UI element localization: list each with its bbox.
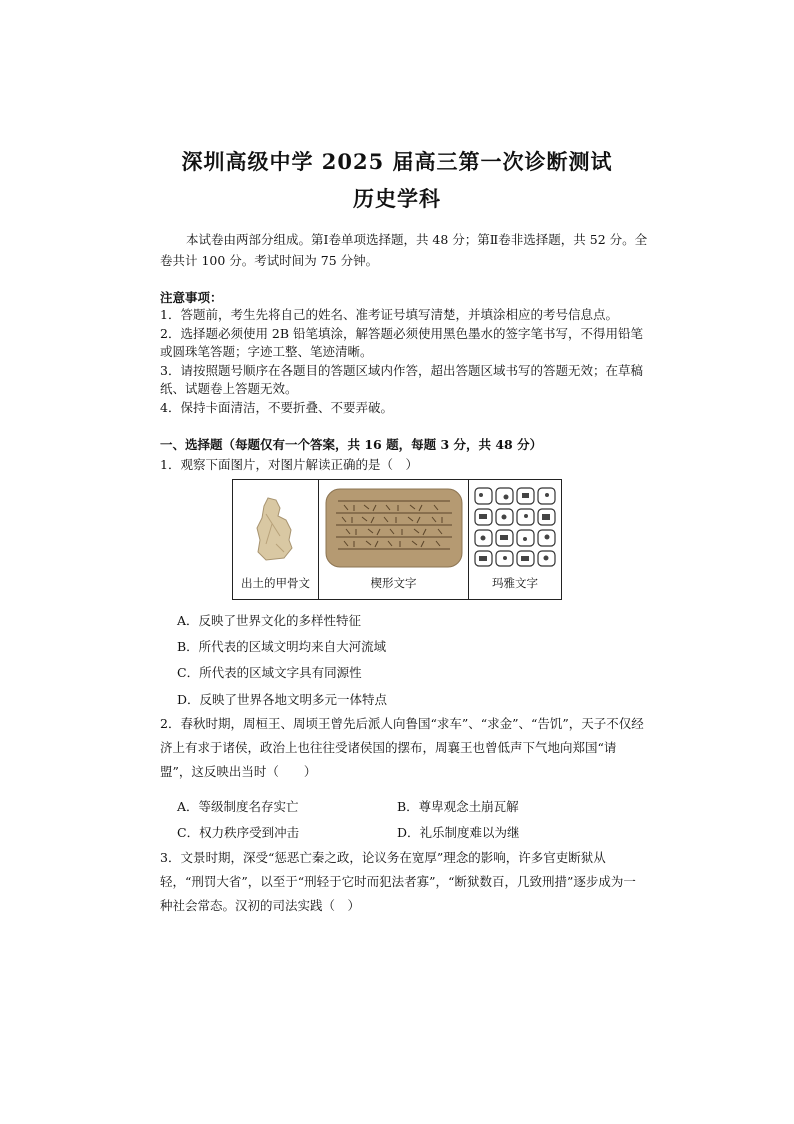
oracle-bone-caption: 出土的甲骨文 [241, 576, 310, 590]
question-2-stem: 2．春秋时期，周桓王、周顷王曾先后派人向鲁国“求车”、“求金”、“告饥”，天子不仅经济上有求于诸侯，政治上也往往受诸侯国的摆布，周襄王也曾低声下气地向郑国“请盟”，这反映出当时（ ） [160, 716, 644, 779]
notice-item: 3．请按照题号顺序在各题目的答题区域内作答，超出答题区域书写的答题无效；在草稿纸、试题卷上答题无效。 [160, 362, 643, 396]
maya-script-caption: 玛雅文字 [492, 576, 538, 590]
oracle-bone-cell [233, 480, 319, 599]
exam-title: 深圳高级中学 2025 届高三第一次诊断测试 [181, 149, 613, 174]
question-1-option-d: D．反映了世界各地文明多元一体特点 [177, 692, 388, 707]
cuneiform-caption: 楔形文字 [370, 576, 417, 590]
maya-glyphs-image [473, 486, 557, 568]
exam-intro: 本试卷由两部分组成。第Ⅰ卷单项选择题，共 48 分；第Ⅱ卷非选择题，共 52 分。全卷共计 100 分。考试时间为 75 分钟。 [160, 232, 648, 268]
question-1-image-table [232, 479, 562, 600]
question-1-stem: 1．观察下面图片，对图片解读正确的是（ ） [160, 457, 418, 472]
question-2-option-a: A．等级制度名存实亡 [177, 799, 299, 814]
maya-script-cell [469, 480, 561, 599]
question-1-option-c: C．所代表的区域文字具有同源性 [177, 665, 362, 680]
cuneiform-tablet-image [324, 487, 464, 569]
oracle-bone-image [254, 496, 294, 562]
question-2-option-c: C．权力秩序受到冲击 [177, 825, 300, 840]
notice-item: 1．答题前，考生先将自己的姓名、准考证号填写清楚，并填涂相应的考号信息点。 [160, 307, 618, 322]
question-1-option-b: B．所代表的区域文明均来自大河流域 [177, 639, 387, 654]
cuneiform-cell [319, 480, 469, 599]
section-heading: 一、选择题（每题仅有一个答案，共 16 题，每题 3 分，共 48 分） [160, 437, 543, 452]
notice-item: 2．选择题必须使用 2B 铅笔填涂，解答题必须使用黑色墨水的签字笔书写，不得用铅笔或圆珠笔答题；字迹工整、笔迹清晰。 [160, 325, 644, 359]
question-2-option-b: B．尊卑观念土崩瓦解 [397, 799, 519, 814]
notice-list [160, 306, 650, 417]
notice-heading: 注意事项： [160, 290, 223, 305]
notice-item: 4．保持卡面清洁，不要折叠、不要弄破。 [160, 399, 393, 415]
exam-subject: 历史学科 [353, 186, 441, 211]
question-2-option-d: D．礼乐制度难以为继 [397, 825, 520, 840]
question-1-option-a: A．反映了世界文化的多样性特征 [177, 613, 362, 628]
question-3-stem: 3．文景时期，深受“惩恶亡秦之政，论议务在宽厚”理念的影响，许多官吏断狱从轻，“刑罚大省”，以至于“刑轻于它时而犯法者寡”，“断狱数百，几致刑措”逐步成为一种社会常态。汉初的司法实践（ ） [160, 850, 636, 913]
